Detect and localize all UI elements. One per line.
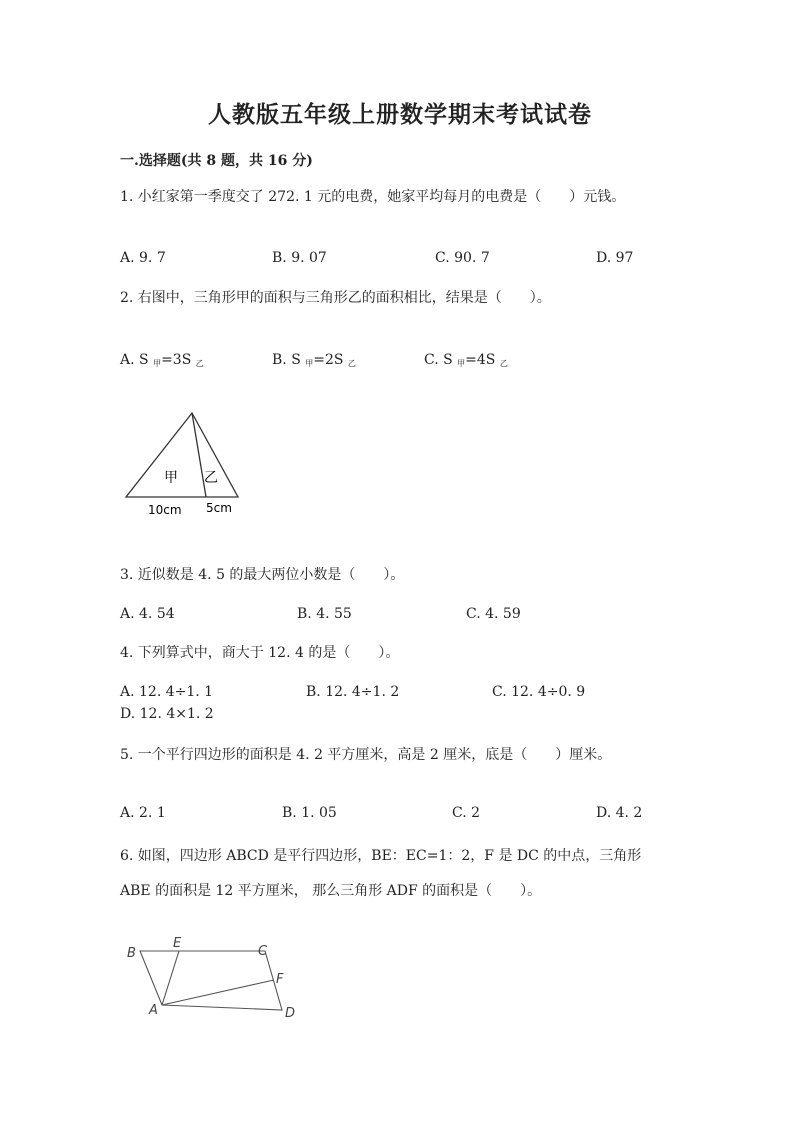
q4-option-c: C. 12. 4÷0. 9 (492, 684, 586, 700)
q2-option-a-sub1: 甲 (153, 359, 162, 368)
triangle-figure (118, 405, 248, 520)
q1-option-d: D. 97 (596, 250, 634, 266)
base-left-label: 10cm (148, 503, 182, 517)
q2-option-b-sub1: 甲 (305, 359, 314, 368)
question-6-text-line1: 6. 如图，四边形 ABCD 是平行四边形，BE：EC=1：2，F 是 DC 的中点，三角形 (120, 848, 642, 864)
q2-option-c-prefix: C. S (424, 352, 458, 368)
label-b: B (127, 946, 136, 961)
label-c: C (258, 944, 268, 959)
q3-option-c: C. 4. 59 (466, 606, 521, 622)
outer-triangle (126, 413, 238, 497)
q4-option-b: B. 12. 4÷1. 2 (306, 684, 400, 700)
q2-option-b (272, 352, 356, 369)
q1-option-b: B. 9. 07 (272, 250, 327, 266)
q2-option-b-mid: =2S (313, 352, 348, 368)
q5-option-d: D. 4. 2 (596, 805, 643, 821)
triangle-jia-label: 甲 (164, 470, 178, 486)
q4-option-d: D. 12. 4×1. 2 (120, 706, 214, 722)
q1-option-c: C. 90. 7 (435, 250, 490, 266)
label-e: E (173, 936, 182, 951)
q2-option-a-mid: =3S (161, 352, 196, 368)
q2-option-c-mid: =4S (465, 352, 500, 368)
q1-option-a: A. 9. 7 (120, 250, 166, 266)
base-right-label: 5cm (206, 501, 232, 515)
q3-option-b: B. 4. 55 (297, 606, 352, 622)
q2-option-c-sub1: 甲 (457, 359, 466, 368)
label-a: A (149, 1003, 158, 1018)
segment-af (162, 980, 274, 1005)
q2-option-c-sub2: 乙 (499, 359, 508, 368)
label-d: D (285, 1006, 296, 1021)
label-f: F (276, 972, 284, 987)
question-1-text: 1. 小红家第一季度交了 272. 1 元的电费，她家平均每月的电费是（ ）元钱。 (120, 189, 626, 205)
q2-option-a-sub2: 乙 (195, 359, 204, 368)
triangle-yi-label: 乙 (204, 470, 218, 486)
question-6-text-line2: ABE 的面积是 12 平方厘米， 那么三角形 ADF 的面积是（ ）。 (120, 883, 542, 899)
q2-option-b-prefix: B. S (272, 352, 306, 368)
q4-option-a: A. 12. 4÷1. 1 (120, 684, 214, 700)
parallelogram-figure (120, 932, 310, 1027)
page-title: 人教版五年级上册数学期末考试试卷 (208, 101, 592, 128)
q2-option-a (120, 352, 204, 369)
q2-option-b-sub2: 乙 (347, 359, 356, 368)
q5-option-a: A. 2. 1 (120, 805, 166, 821)
segment-ae (162, 951, 179, 1005)
q5-option-b: B. 1. 05 (282, 805, 337, 821)
question-5-text: 5. 一个平行四边形的面积是 4. 2 平方厘米，高是 2 厘米，底是（ ）厘米。 (120, 747, 612, 763)
question-2-text: 2. 右图中，三角形甲的面积与三角形乙的面积相比，结果是（ ）。 (120, 290, 551, 306)
parallelogram-abcd (140, 951, 282, 1010)
question-4-text: 4. 下列算式中，商大于 12. 4 的是（ ）。 (120, 645, 400, 661)
q2-option-c (424, 352, 508, 369)
section-heading: 一.选择题(共 8 题，共 16 分) (120, 153, 313, 169)
q2-option-a-prefix: A. S (120, 352, 154, 368)
q3-option-a: A. 4. 54 (120, 606, 175, 622)
q5-option-c: C. 2 (452, 805, 481, 821)
question-3-text: 3. 近似数是 4. 5 的最大两位小数是（ ）。 (120, 567, 405, 583)
